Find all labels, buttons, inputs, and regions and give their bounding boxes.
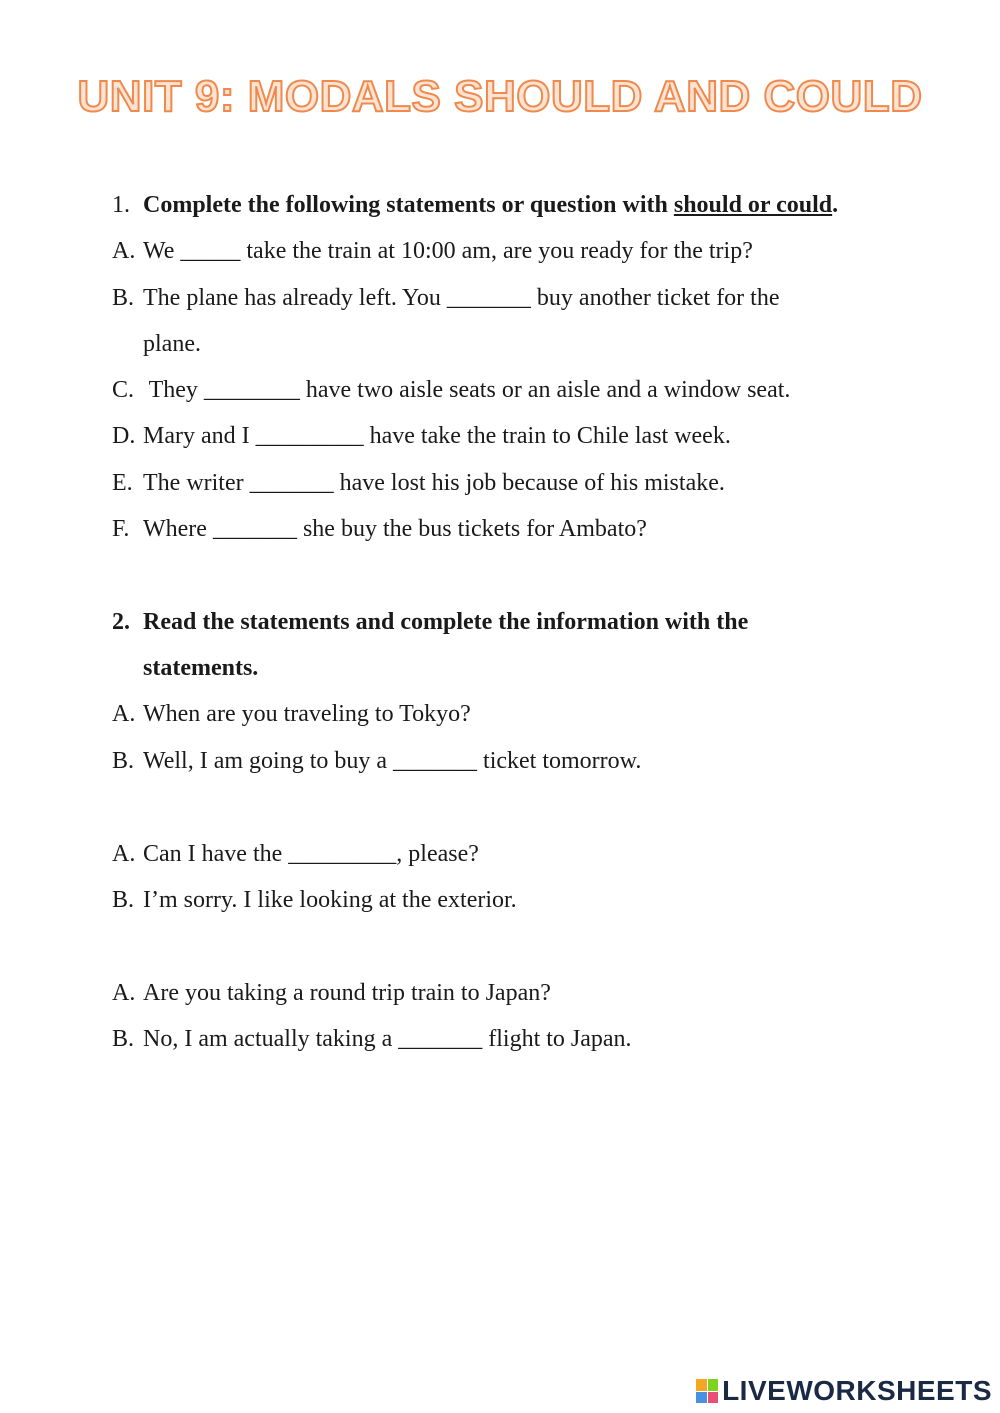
item-text: The plane has already left. You _______ buy another ticket for the xyxy=(143,285,780,311)
dialogue-marker: A. xyxy=(112,701,136,727)
logo-square xyxy=(696,1379,707,1391)
dialogue-text: No, I am actually taking a _______ flight to Japan. xyxy=(143,1026,632,1052)
item-text: Mary and I _________ have take the train to Chile last week. xyxy=(143,423,731,449)
liveworksheets-logo[interactable] xyxy=(696,1375,992,1407)
dialogue-marker: B. xyxy=(112,748,135,774)
section2-instruction-continuation: statements. xyxy=(143,655,259,681)
item-text: The writer _______ have lost his job because of his mistake. xyxy=(143,470,725,496)
dialogue-line xyxy=(112,746,641,776)
section1-number: 1. xyxy=(112,192,130,218)
section2-heading xyxy=(112,607,748,637)
list-item xyxy=(112,514,647,544)
item-text: Where _______ she buy the bus tickets for Ambato? xyxy=(143,516,647,542)
dialogue-line xyxy=(112,1024,632,1054)
dialogue-marker: A. xyxy=(112,841,136,867)
logo-square xyxy=(708,1379,719,1391)
item-marker: A. xyxy=(112,238,136,264)
instruction-emphasis: should or could xyxy=(673,192,833,218)
dialogue-line xyxy=(112,699,471,729)
list-item xyxy=(112,375,790,405)
dialogue-marker: B. xyxy=(112,887,135,913)
dialogue-marker: A. xyxy=(112,980,136,1006)
section1-instruction: Complete the following statements or question with should or could. xyxy=(143,192,839,218)
dialogue-line xyxy=(112,978,551,1008)
item-text: They ________ have two aisle seats or an aisle and a window seat. xyxy=(143,377,791,403)
dialogue-text: Can I have the _________, please? xyxy=(143,841,479,867)
section1-heading xyxy=(112,190,838,220)
item-marker: E. xyxy=(112,470,133,496)
section2-number: 2. xyxy=(112,609,130,635)
dialogue-line xyxy=(112,885,517,915)
section2-instruction: Read the statements and complete the information with the xyxy=(143,609,749,635)
list-item xyxy=(112,236,753,266)
dialogue-line xyxy=(112,839,479,869)
logo-square xyxy=(696,1392,707,1404)
item-marker: F. xyxy=(112,516,130,542)
dialogue-marker: B. xyxy=(112,1026,135,1052)
logo-text: LIVEWORKSHEETS xyxy=(722,1375,992,1406)
list-item xyxy=(112,283,780,313)
item-marker: B. xyxy=(112,285,135,311)
dialogue-text: When are you traveling to Tokyo? xyxy=(143,701,471,727)
dialogue-text: I’m sorry. I like looking at the exterior. xyxy=(143,887,517,913)
dialogue-text: Are you taking a round trip train to Japan? xyxy=(143,980,551,1006)
liveworksheets-logo-icon xyxy=(696,1379,718,1403)
item-text: We _____ take the train at 10:00 am, are you ready for the trip? xyxy=(143,238,753,264)
logo-square xyxy=(708,1392,719,1404)
item-continuation: plane. xyxy=(143,331,201,357)
list-item xyxy=(112,468,725,498)
item-marker: D. xyxy=(112,423,136,449)
dialogue-text: Well, I am going to buy a _______ ticket tomorrow. xyxy=(143,748,642,774)
list-item xyxy=(112,421,731,451)
page-title: UNIT 9: MODALS SHOULD AND COULD xyxy=(77,72,923,121)
item-marker: C. xyxy=(112,377,135,403)
